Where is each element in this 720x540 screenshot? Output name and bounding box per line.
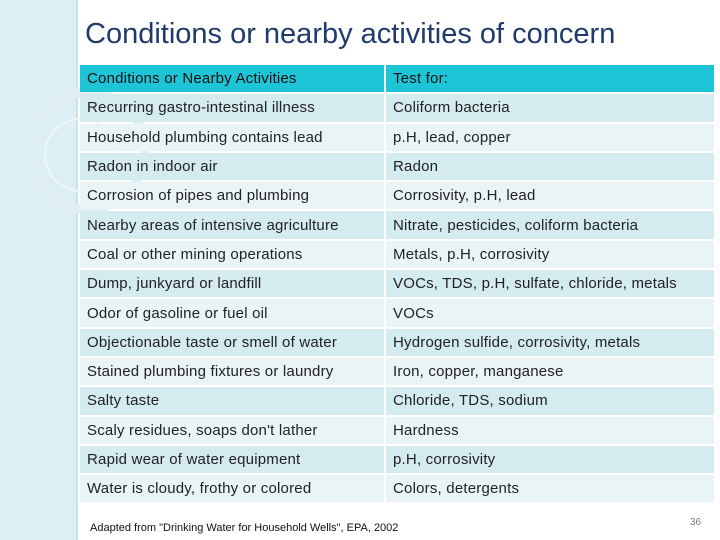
test-cell: Colors, detergents: [386, 475, 714, 502]
table-row: [80, 387, 714, 416]
condition-cell: Salty taste: [80, 387, 384, 414]
condition-cell: Odor of gasoline or fuel oil: [80, 299, 384, 326]
condition-cell: Household plumbing contains lead: [80, 124, 384, 151]
test-cell: Metals, p.H, corrosivity: [386, 241, 714, 268]
table-row: [80, 475, 714, 504]
table-row: [80, 241, 714, 270]
condition-cell: Nearby areas of intensive agriculture: [80, 211, 384, 238]
test-cell: p.H, lead, copper: [386, 124, 714, 151]
page-number: 36: [690, 517, 702, 528]
condition-cell: Recurring gastro-intestinal illness: [80, 94, 384, 121]
slide-sidebar-band: [0, 0, 78, 540]
test-cell: VOCs: [386, 299, 714, 326]
table-row: [80, 211, 714, 240]
condition-cell: Corrosion of pipes and plumbing: [80, 182, 384, 209]
test-cell: Iron, copper, manganese: [386, 358, 714, 385]
test-cell: Coliform bacteria: [386, 94, 714, 121]
table-row: [80, 329, 714, 358]
table-row: [80, 124, 714, 153]
condition-cell: Rapid wear of water equipment: [80, 446, 384, 473]
test-cell: VOCs, TDS, p.H, sulfate, chloride, metals: [386, 270, 714, 297]
header-test-for: Test for:: [386, 65, 714, 92]
test-cell: Hardness: [386, 417, 714, 444]
conditions-table: [80, 65, 714, 504]
table-row: [80, 153, 714, 182]
table-row: [80, 446, 714, 475]
slide-title: Conditions or nearby activities of concern: [85, 18, 616, 50]
test-cell: p.H, corrosivity: [386, 446, 714, 473]
condition-cell: Dump, junkyard or landfill: [80, 270, 384, 297]
table-body: [80, 94, 714, 504]
source-citation: Adapted from "Drinking Water for Household Wells", EPA, 2002: [90, 522, 399, 534]
table-row: [80, 94, 714, 123]
condition-cell: Coal or other mining operations: [80, 241, 384, 268]
test-cell: Nitrate, pesticides, coliform bacteria: [386, 211, 714, 238]
test-cell: Radon: [386, 153, 714, 180]
condition-cell: Stained plumbing fixtures or laundry: [80, 358, 384, 385]
test-cell: Chloride, TDS, sodium: [386, 387, 714, 414]
sidebar-divider: [76, 0, 78, 540]
condition-cell: Water is cloudy, frothy or colored: [80, 475, 384, 502]
table-row: [80, 182, 714, 211]
table-row: [80, 417, 714, 446]
test-cell: Hydrogen sulfide, corrosivity, metals: [386, 329, 714, 356]
condition-cell: Scaly residues, soaps don't lather: [80, 417, 384, 444]
table-row: [80, 299, 714, 328]
test-cell: Corrosivity, p.H, lead: [386, 182, 714, 209]
table-header-row: [80, 65, 714, 94]
table-row: [80, 358, 714, 387]
condition-cell: Objectionable taste or smell of water: [80, 329, 384, 356]
header-conditions: Conditions or Nearby Activities: [80, 65, 384, 92]
condition-cell: Radon in indoor air: [80, 153, 384, 180]
table-row: [80, 270, 714, 299]
